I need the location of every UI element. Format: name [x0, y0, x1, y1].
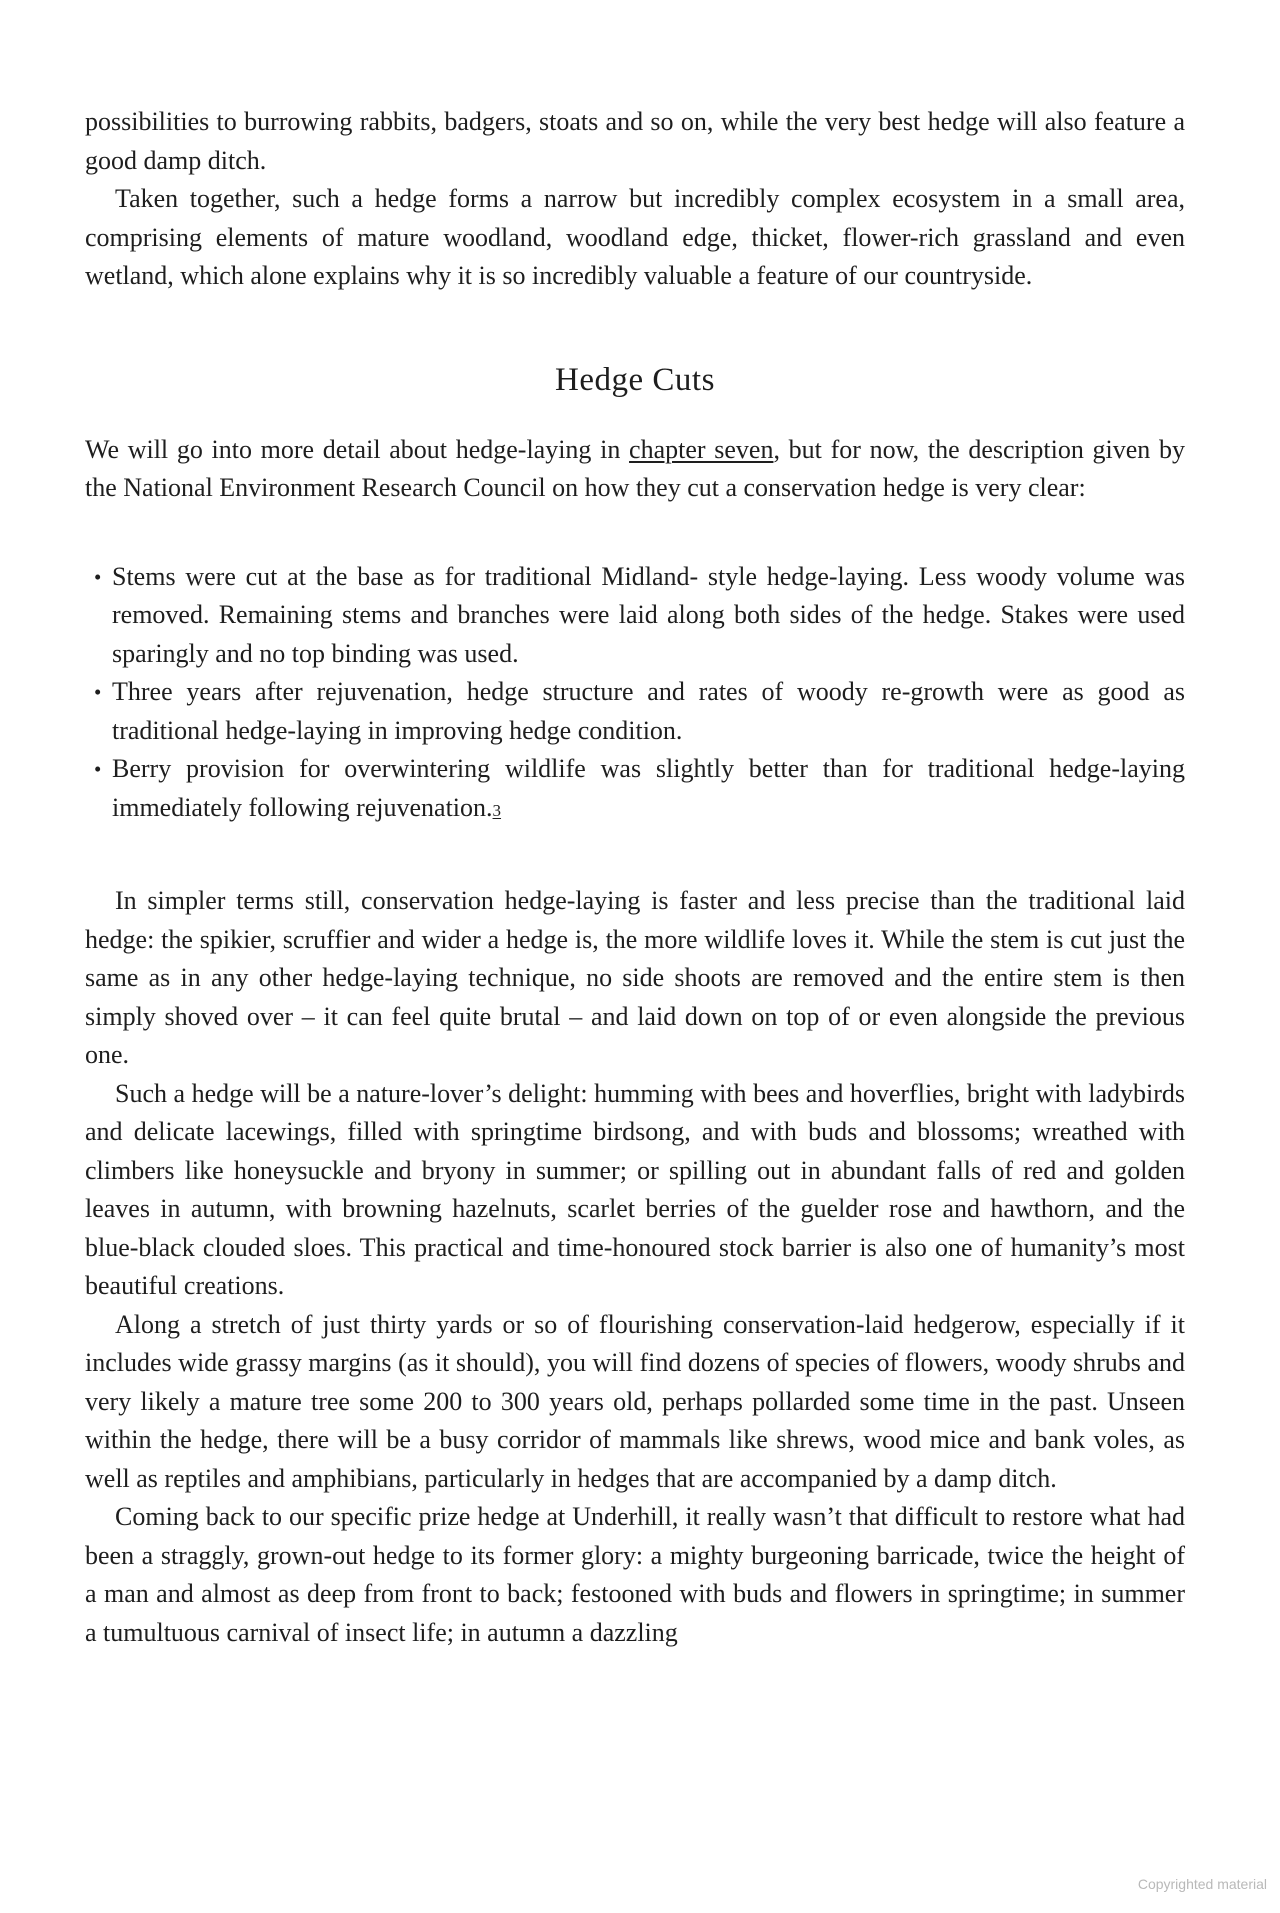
chapter-seven-link[interactable]: chapter seven	[629, 434, 774, 464]
section-heading-hedge-cuts: Hedge Cuts	[555, 361, 715, 398]
bullet-item-three-years-text: Three years after rejuvenation, hedge structure and rates of woody re-growth were as good as traditional hedge-laying in improving hedge condition.	[112, 677, 1185, 745]
paragraph-along-a-stretch: Along a stretch of just thirty yards or so of flourishing conservation-laid hedgerow, especially if it includes wide grassy margins (as it should), you will find dozens of species of flowers, woody shrubs and very likely a mature tree some 200 to 300 years old, perhaps pollarded some time in the past. Unseen within the hedge, there will be a busy corridor of mammals like shrews, wood mice and bank voles, as well as reptiles and amphibians, particularly in hedges that are accompanied by a damp ditch.	[85, 1309, 1185, 1493]
bullet-item-stems-text: Stems were cut at the base as for traditional Midland- style hedge-laying. Less woody volume was removed. Remaining stems and branches were laid along both sides of the hedge. Stakes were used sparingly and no top binding was used.	[112, 561, 1185, 668]
bullet-item-berry-text: Berry provision for overwintering wildlife was slightly better than for traditional hedge-laying immediately following rejuvenation.	[112, 754, 1185, 822]
copyrighted-material-watermark: Copyrighted material	[1137, 1876, 1267, 1892]
paragraph-lead	[85, 431, 1185, 508]
bullet-item-stems	[85, 558, 1185, 674]
paragraph-such-a-hedge: Such a hedge will be a nature-lover’s delight: humming with bees and hoverflies, bright with ladybirds and delicate lacewings, filled with springtime birdsong, and with buds and blossoms; wreathed with climbers like honeysuckle and bryony in summer; or spilling out in abundant falls of red and golden leaves in autumn, with browning hazelnuts, scarlet berries of the guelder rose and hawthorn, and the blue-black clouded sloes. This practical and time-honoured stock barrier is also one of humanity’s most beautiful creations.	[85, 1078, 1185, 1300]
paragraph-continuation: possibilities to burrowing rabbits, badgers, stoats and so on, while the very best hedge will also feature a good damp ditch.	[85, 107, 1185, 175]
paragraph-in-simpler-terms: In simpler terms still, conservation hedge-laying is faster and less precise than the traditional laid hedge: the spikier, scruffier and wider a hedge is, the more wildlife loves it. While the stem is cut just the same as in any other hedge-laying technique, no side shoots are removed and the entire stem is then simply shoved over – it can feel quite brutal – and laid down on top of or even alongside the previous one.	[85, 886, 1185, 1069]
lead-text-after-link: , but for now, the description given by the National Environment Research Council on how they cut a conservation hedge is very clear:	[85, 434, 1186, 502]
conservation-hedge-bullet-list	[85, 558, 1185, 831]
page-text-block	[85, 103, 1185, 1652]
footnote-3-link[interactable]: 3	[492, 800, 502, 820]
paragraph-taken-together: Taken together, such a hedge forms a narrow but incredibly complex ecosystem in a small area, comprising elements of mature woodland, woodland edge, thicket, flower-rich grassland and even wetland, which alone explains why it is so incredibly valuable a feature of our countryside.	[85, 184, 1185, 290]
lead-text-before-link: We will go into more detail about hedge-laying in	[85, 434, 630, 464]
bullet-item-berry	[85, 750, 1185, 830]
bullet-item-three-years	[85, 673, 1185, 750]
paragraph-coming-back: Coming back to our specific prize hedge at Underhill, it really wasn’t that difficult to restore what had been a straggly, grown-out hedge to its former glory: a mighty burgeoning barricade, twice the height of a man and almost as deep from front to back; festooned with buds and flowers in springtime; in summer a tumultuous carnival of insect life; in autumn a dazzling	[85, 1502, 1185, 1647]
